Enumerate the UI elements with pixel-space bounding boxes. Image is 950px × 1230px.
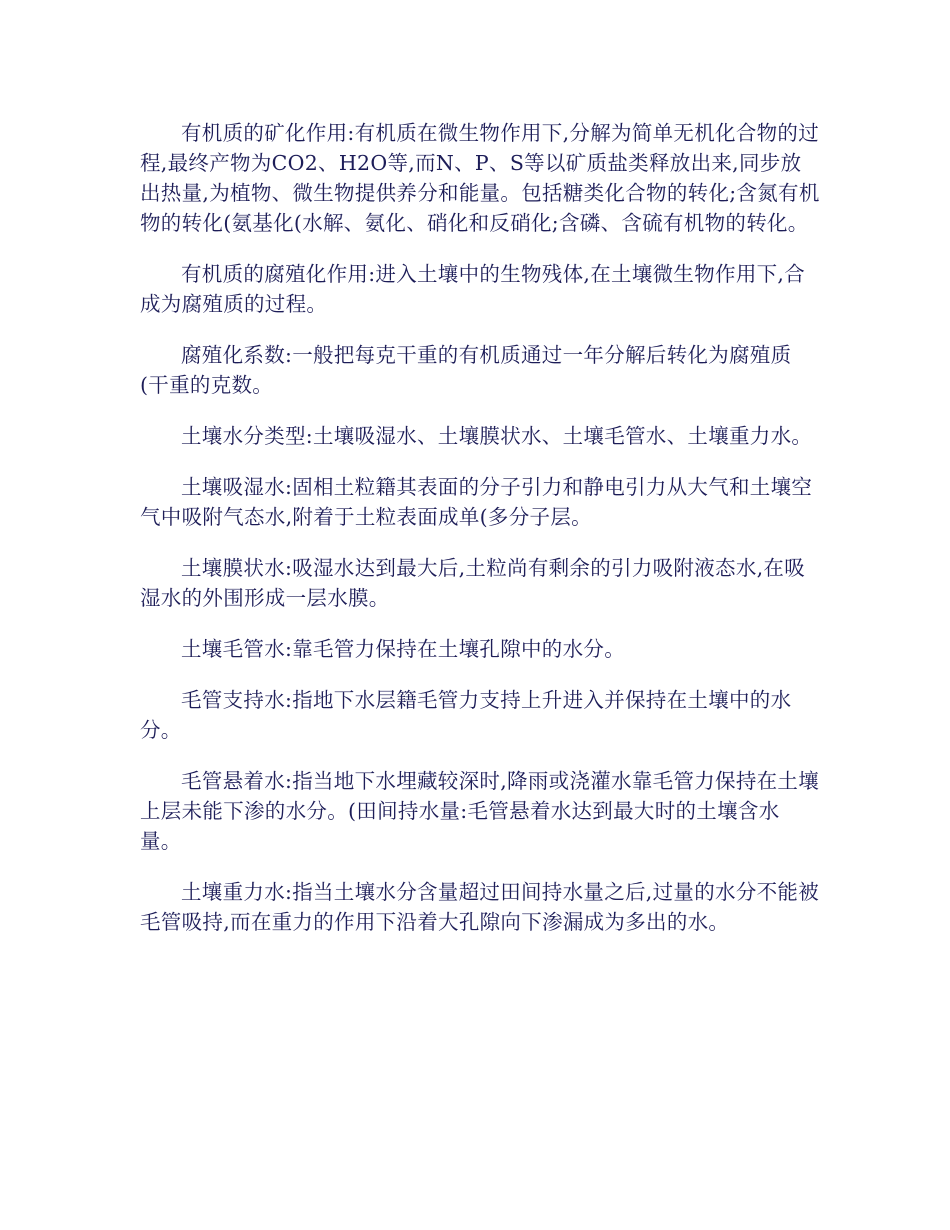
paragraph-capillary-water: 土壤毛管水:靠毛管力保持在土壤孔隙中的水分。 xyxy=(181,637,626,661)
paragraph-capillary-supported-water: 毛管支持水:指地下水层籍毛管力支持上升进入并保持在土壤中的水分。 xyxy=(140,688,792,742)
paragraph-gravitational-water: 土壤重力水:指当土壤水分含量超过田间持水量之后,过量的水分不能被毛管吸持,而在重力的作用下沿着大孔隙向下渗漏成为多出的水。 xyxy=(140,880,820,934)
paragraph-mineralization: 有机质的矿化作用:有机质在微生物作用下,分解为简单无机化合物的过程,最终产物为CO2、H2O等,而N、P、S等以矿质盐类释放出来,同步放出热量,为植物、微生物提供养分和能量。包括糖类化合物的转化;含氮有机物的转化(氨基化(水解、氨化、硝化和反硝化;含磷、含硫有机物的转化。 xyxy=(140,121,820,235)
paragraph-capillary-suspended-water: 毛管悬着水:指当地下水埋藏较深时,降雨或浇灌水靠毛管力保持在土壤上层未能下渗的水分。(田间持水量:毛管悬着水达到最大时的土壤含水量。 xyxy=(140,769,820,853)
paragraph-humification-coefficient: 腐殖化系数:一般把每克干重的有机质通过一年分解后转化为腐殖质(干重的克数。 xyxy=(140,343,792,397)
paragraph-soil-water-types: 土壤水分类型:土壤吸湿水、土壤膜状水、土壤毛管水、土壤重力水。 xyxy=(181,424,813,448)
paragraph-hygroscopic-water: 土壤吸湿水:固相土粒籍其表面的分子引力和静电引力从大气和土壤空气中吸附气态水,附着于土粒表面成单(多分子层。 xyxy=(140,475,813,529)
paragraph-humification: 有机质的腐殖化作用:进入土壤中的生物残体,在土壤微生物作用下,合成为腐殖质的过程。 xyxy=(140,262,806,316)
document-page xyxy=(140,118,820,958)
paragraph-film-water: 土壤膜状水:吸湿水达到最大后,土粒尚有剩余的引力吸附液态水,在吸湿水的外围形成一层水膜。 xyxy=(140,556,806,610)
